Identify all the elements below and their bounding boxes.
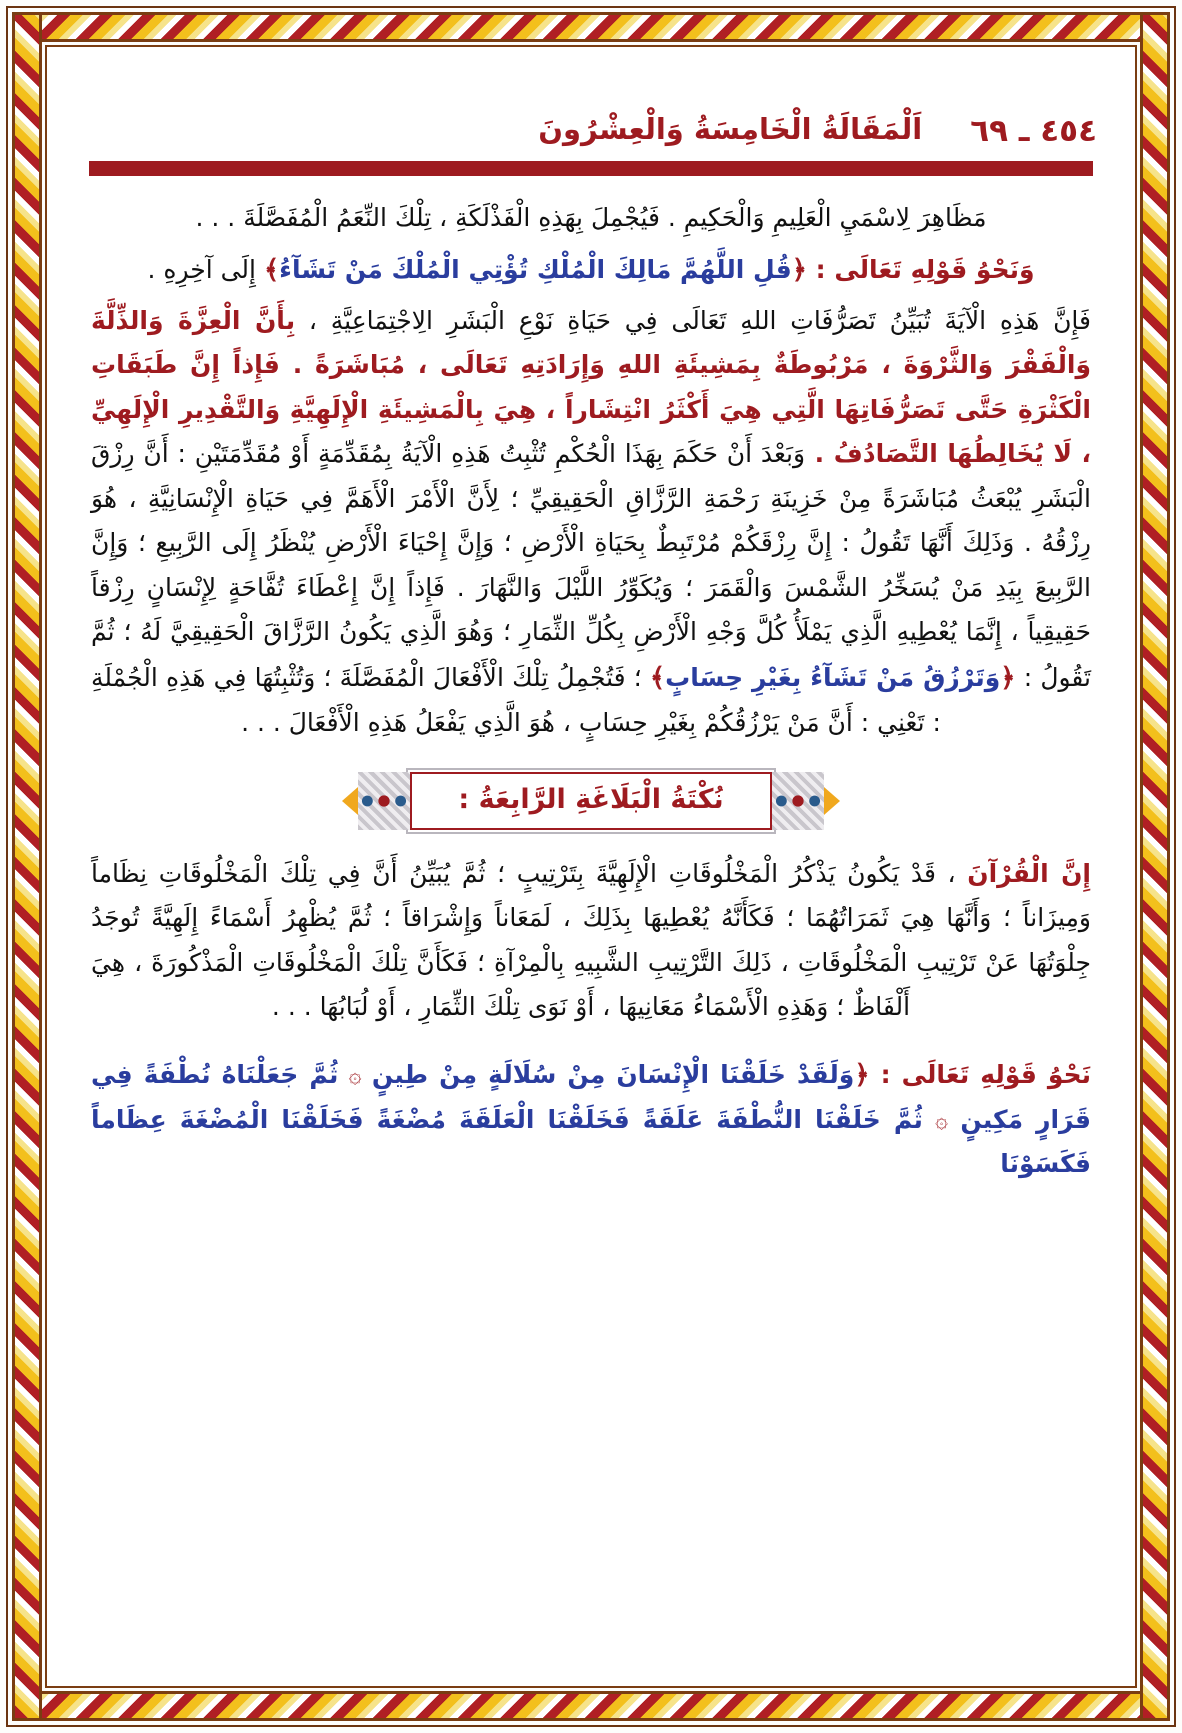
verse-separator-rosette-icon: ۞ bbox=[348, 1062, 362, 1088]
section-heading-box bbox=[410, 772, 771, 830]
bracket-close-icon-2: ﴾ bbox=[649, 662, 666, 693]
quran-verse-2: وَتَرْزُقُ مَنْ تَشَآءُ بِغَيْرِ حِسَابٍ bbox=[665, 662, 1001, 692]
paragraph-rhetorical-point bbox=[91, 852, 1091, 1030]
exposition-part-1: فَإِنَّ هَذِهِ الْآيَةَ تُبَيِّنُ تَصَرُّفَاتِ اللهِ تَعَالَى فِي حَيَاةِ نَوْعِ الْبَشَرِ الِاجْتِمَاعِيَّةِ ، bbox=[295, 305, 1091, 335]
citation-lead-1: وَنَحْوُ قَوْلِهِ تَعَالَى : bbox=[806, 254, 1035, 284]
header-divider-rule bbox=[89, 161, 1093, 176]
quran-verse-3c: ثُمَّ خَلَقْنَا النُّطْفَةَ عَلَقَةً فَخَلَقْنَا الْعَلَقَةَ مُضْغَةً فَخَلَقْنَا الْمُضْغَةَ عِظَاماً فَكَسَوْنَا bbox=[91, 1104, 1091, 1179]
bracket-close-icon: ﴾ bbox=[263, 254, 280, 285]
page-header bbox=[85, 69, 1097, 147]
exposition-part-3: ؛ فَتُجْمِلُ تِلْكَ الْأَفْعَالَ الْمُفَصَّلَةَ ؛ وَتُثْبِتُهَا فِي هَذِهِ الْجُمْلَةِ : تَعْنِي : أَنَّ مَنْ يَرْزُقُكُمْ بِغَيْرِ حِسَابٍ ، هُوَ الَّذِي يَفْعَلُ هَذِهِ الْأَفْعَالَ . . . bbox=[91, 662, 941, 738]
border-braid-right bbox=[1140, 12, 1170, 1721]
bracket-open-icon-3: ﴿ bbox=[854, 1059, 870, 1090]
paragraph-quran-citation-2 bbox=[91, 1052, 1091, 1187]
quran-verse-3a: وَلَقَدْ خَلَقْنَا الْإِنْسَانَ مِنْ سُلَالَةٍ مِنْ طِينٍ bbox=[371, 1059, 855, 1089]
exposition-part-2: وَبَعْدَ أَنْ حَكَمَ بِهَذَا الْحُكْمِ تُثْبِتُ هَذِهِ الْآيَةُ بِمُقَدِّمَةٍ أَوْ مُقَدِّمَتَيْنِ : أَنَّ رِزْقَ الْبَشَرِ يُبْعَثُ مُبَاشَرَةً مِنْ خَزِينَةِ رَحْمَةِ الرَّزَّاقِ الْحَقِيقِيِّ ؛ لِأَنَّ الْأَمْرَ الْأَهَمَّ فِي حَيَاةِ الْإِنْسَانِيَّةِ ، هُوَ رِزْقُهُ . وَذَلِكَ أَنَّهَا تَقُولُ : إِنَّ رِزْقَكُمْ مُرْتَبِطٌ بِحَيَاةِ الْأَرْضِ ؛ وَإِنَّ إِحْيَاءَ الْأَرْضِ يُنْظَرُ إِلَى الرَّبِيعِ ؛ وَإِنَّ الرَّبِيعَ بِيَدِ مَنْ يُسَخِّرُ الشَّمْسَ وَالْقَمَرَ ؛ وَيُكَوِّرُ اللَّيْلَ وَالنَّهَارَ . فَإِذاً إِنَّ إِعْطَاءَ تُفَّاحَةٍ لِإِنْسَانٍ رِزْقاً حَقِيقِياً ، إِنَّمَا يُعْطِيهِ الَّذِي يَمْلَأُ كُلَّ وَجْهِ الْأَرْضِ بِكُلِّ الثِّمَارِ ؛ وَهُوَ الَّذِي يَكُونُ الرَّزَّاقَ الْحَقِيقِيَّ لَهُ ؛ ثُمَّ تَقُولُ : bbox=[91, 439, 1092, 692]
page-body bbox=[91, 196, 1091, 1187]
border-braid-bottom bbox=[12, 1691, 1170, 1721]
paragraph-exposition bbox=[91, 299, 1091, 746]
exposition-emphasis-red: بِأَنَّ الْعِزَّةَ وَالذِّلَّةَ وَالْفَقْرَ وَالثَّرْوَةَ ، مَرْبُوطَةٌ بِمَشِيئَةِ اللهِ وَإِرَادَتِهِ تَعَالَى ، مُبَاشَرَةً . فَإِذاً إِنَّ طَبَقَاتِ الْكَثْرَةِ حَتَّى تَصَرُّفَاتِهَا الَّتِي هِيَ أَكْثَرُ انْتِشَاراً ، هِيَ بِالْمَشِيئَةِ الْإِلَهِيَّةِ وَالتَّقْدِيرِ الْإِلَهِيِّ ، لَا يُخَالِطُهَا التَّصَادُفُ . bbox=[91, 305, 1091, 469]
bracket-open-icon-2: ﴿ bbox=[1000, 662, 1016, 693]
citation-lead-2: نَحْوُ قَوْلِهِ تَعَالَى : bbox=[869, 1059, 1091, 1089]
citation-tail-1: إِلَى آخِرِهِ . bbox=[147, 254, 264, 284]
section-heading-ornament bbox=[91, 772, 1091, 830]
paragraph-quran-citation-1 bbox=[91, 247, 1091, 293]
page-title: اَلْمَقَالَةُ الْخَامِسَةُ وَالْعِشْرُونَ bbox=[538, 111, 923, 146]
rhetorical-lead-red: إِنَّ الْقُرْآنَ bbox=[967, 858, 1091, 888]
section-heading-label: نُكْتَةُ الْبَلَاغَةِ الرَّابِعَةُ : bbox=[458, 784, 724, 816]
border-braid-left bbox=[12, 12, 42, 1721]
arabesque-ornament-left-icon bbox=[358, 772, 410, 830]
bracket-open-icon: ﴿ bbox=[791, 254, 807, 285]
folio-number: ٤٥٤ ـ ٦٩ bbox=[970, 113, 1097, 149]
border-braid-top bbox=[12, 12, 1170, 42]
quran-verse-3b: ثُمَّ جَعَلْنَاهُ نُطْفَةً فِي قَرَارٍ مَكِينٍ bbox=[91, 1059, 1091, 1134]
paragraph-1-text: مَظَاهِرَ لِاسْمَيِ الْعَلِيمِ وَالْحَكِيمِ . فَيُجْمِلَ بِهَذِهِ الْفَذْلَكَةِ ، تِلْكَ النِّعَمُ الْمُفَصَّلَةَ . . . bbox=[195, 203, 987, 232]
rhetorical-body: ، قَدْ يَكُونُ يَذْكُرُ الْمَخْلُوقَاتِ الْإِلَهِيَّةَ بِتَرْتِيبٍ ؛ ثُمَّ يُبَيِّنُ أَنَّ فِي تِلْكَ الْمَخْلُوقَاتِ نِظَاماً وَمِيزَاناً ؛ وَأَنَّهَا هِيَ ثَمَرَاتُهُمَا ؛ فَكَأَنَّهُ يُعْطِيهَا بِذَلِكَ ، لَمَعَاناً وَإِشْرَاقاً ؛ ثُمَّ يُظْهِرُ أَسْمَاءً إِلَهِيَّةً تُوجَدُ جِلْوَتُهَا عَنْ تَرْتِيبِ الْمَخْلُوقَاتِ ، ذَلِكَ التَّرْتِيبِ الشَّبِيهِ بِالْمِرْآةِ ؛ فَكَأَنَّ تِلْكَ الْمَخْلُوقَاتِ الْمَذْكُورَةَ ، هِيَ أَلْفَاظٌ ؛ وَهَذِهِ الْأَسْمَاءُ مَعَانِيهَا ، أَوْ نَوَى تِلْكَ الثِّمَارِ ، أَوْ لُبَابُهَا . . . bbox=[91, 858, 1091, 1022]
paragraph-continuation bbox=[91, 196, 1091, 241]
arabesque-ornament-right-icon bbox=[772, 772, 824, 830]
verse-separator-rosette-icon-2: ۞ bbox=[935, 1108, 949, 1134]
quran-verse-1: قُلِ اللَّهُمَّ مَالِكَ الْمُلْكِ تُؤْتِي الْمُلْكَ مَنْ تَشَآءُ bbox=[279, 254, 792, 284]
paragraph-spacer bbox=[91, 1036, 1091, 1052]
page-content-field bbox=[45, 45, 1137, 1688]
